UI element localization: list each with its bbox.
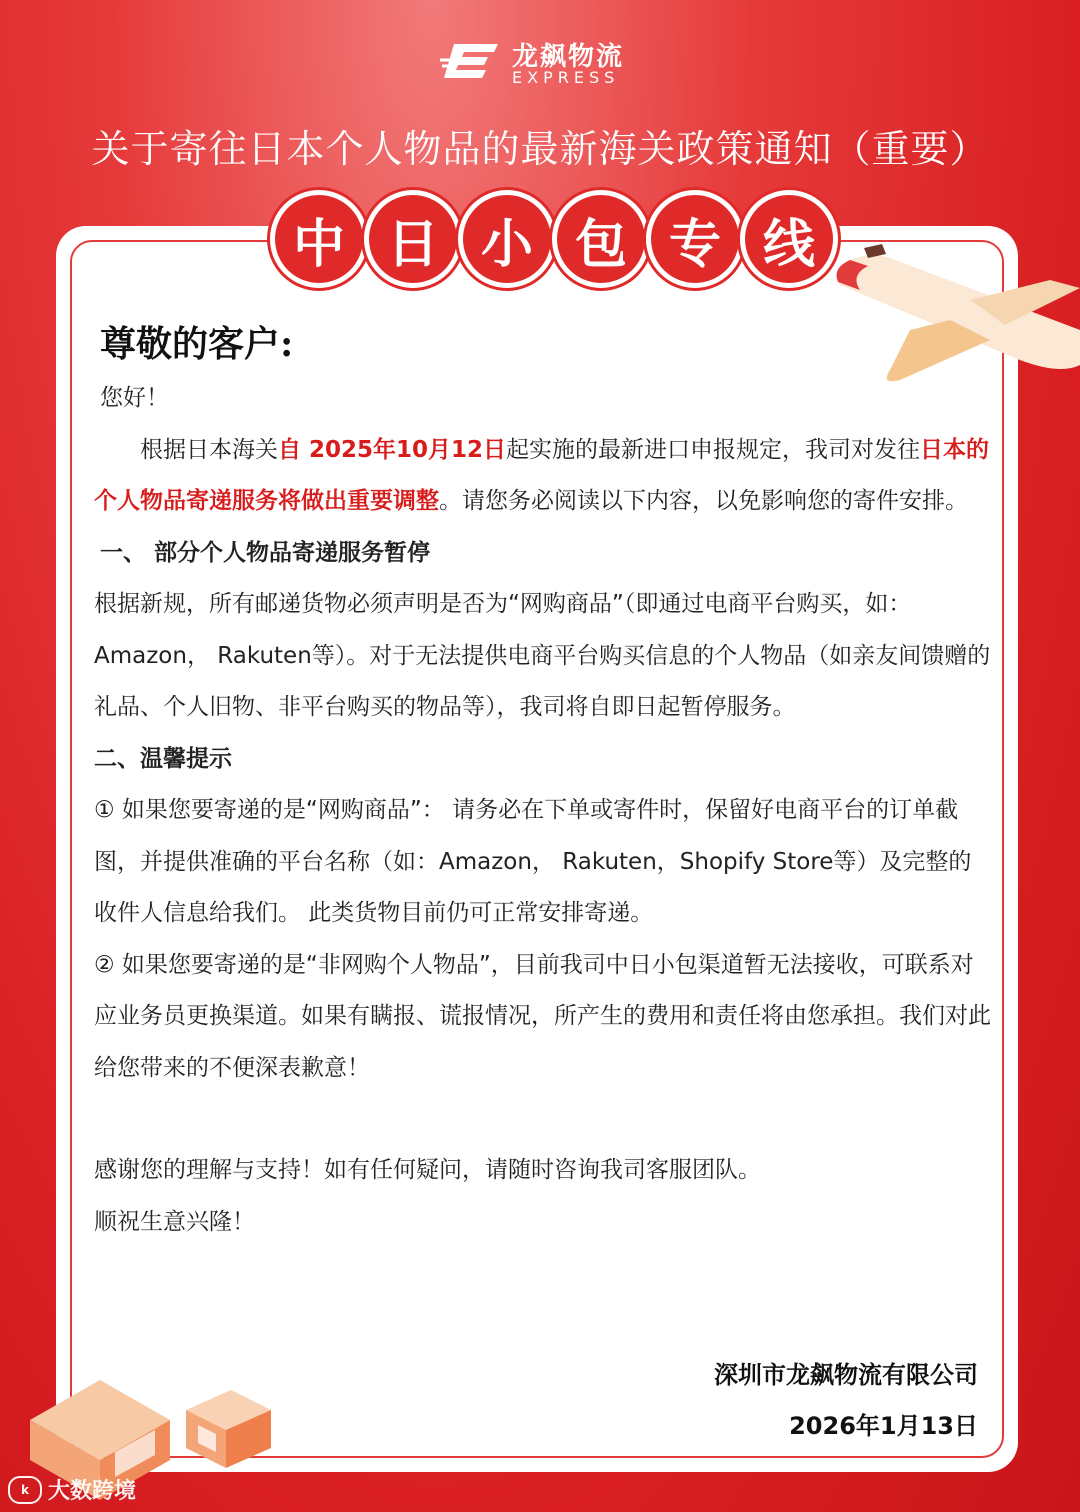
banner-char: 线 [740, 190, 838, 288]
parcel-box-icon [176, 1380, 276, 1470]
route-banner [270, 190, 834, 300]
banner-char: 日 [364, 190, 462, 288]
closing-wish: 顺祝生意兴隆！ [94, 1208, 255, 1235]
banner-char: 中 [270, 190, 368, 288]
key-adjustment: 日本的个人物品寄递服务将做出重要调整 [94, 436, 990, 514]
banner-char: 小 [458, 190, 556, 288]
banner-char: 包 [552, 190, 650, 288]
section1-heading: 一、 部分个人物品寄递服务暂停 [100, 539, 431, 566]
banner-char: 专 [646, 190, 744, 288]
tip-item-1: ① 如果您要寄递的是“网购商品”： 请务必在下单或寄件时，保留好电商平台的订单截图，并提供准确的平台名称（如：Amazon， Rakuten，Shopify Store等）及完整的收件人信息给我们。 此类货物目前仍可正常安排寄递。 [94, 797, 972, 926]
notice-title: 关于寄往日本个人物品的最新海关政策通知（重要） [91, 127, 989, 171]
thanks-text: 感谢您的理解与支持！如有任何疑问，请随时咨询我司客服团队。 [94, 1157, 761, 1183]
greeting: 您好！ [100, 385, 169, 411]
brand-name-cn: 龙飙物流 [512, 42, 625, 72]
brand-name-en: EXPRESS [512, 68, 620, 87]
intro-paragraph [94, 425, 994, 528]
express-logo-icon [440, 40, 504, 82]
watermark-text: 大数跨境 [48, 1479, 137, 1504]
section2-heading: 二、温馨提示 [94, 745, 232, 772]
tip-item-2: ② 如果您要寄递的是“非网购个人物品”，目前我司中日小包渠道暂无法接收，可联系对应业务员更换渠道。如果有瞒报、谎报情况，所产生的费用和责任将由您承担。我们对此给您带来的不便深表歉意！ [94, 951, 991, 1081]
intro-text: 起实施的最新进口申报规定，我司对发往 [506, 436, 921, 463]
brand-logo [440, 36, 640, 88]
section1-body: 根据新规，所有邮递货物必须声明是否为“网购商品”（即通过电商平台购买，如：Amazon， Rakuten等）。对于无法提供电商平台购买信息的个人物品（如亲友间馈赠的礼品、个人旧物、非平台购买的物品等），我司将自即日起暂停服务。 [94, 591, 991, 720]
watermark-logo-icon: k [8, 1476, 42, 1504]
effective-date: 自 2025年10月12日 [278, 436, 507, 463]
intro-text: 根据日本海关 [140, 436, 278, 463]
company-name: 深圳市龙飙物流有限公司 [714, 1361, 978, 1389]
intro-text: 。请您务必阅读以下内容，以免影响您的寄件安排。 [439, 488, 968, 514]
signature-block [714, 1350, 978, 1452]
watermark [8, 1474, 136, 1505]
salutation: 尊敬的客户: [100, 323, 294, 365]
notice-body [94, 316, 994, 1248]
signature-date: 2026年1月13日 [789, 1412, 978, 1440]
